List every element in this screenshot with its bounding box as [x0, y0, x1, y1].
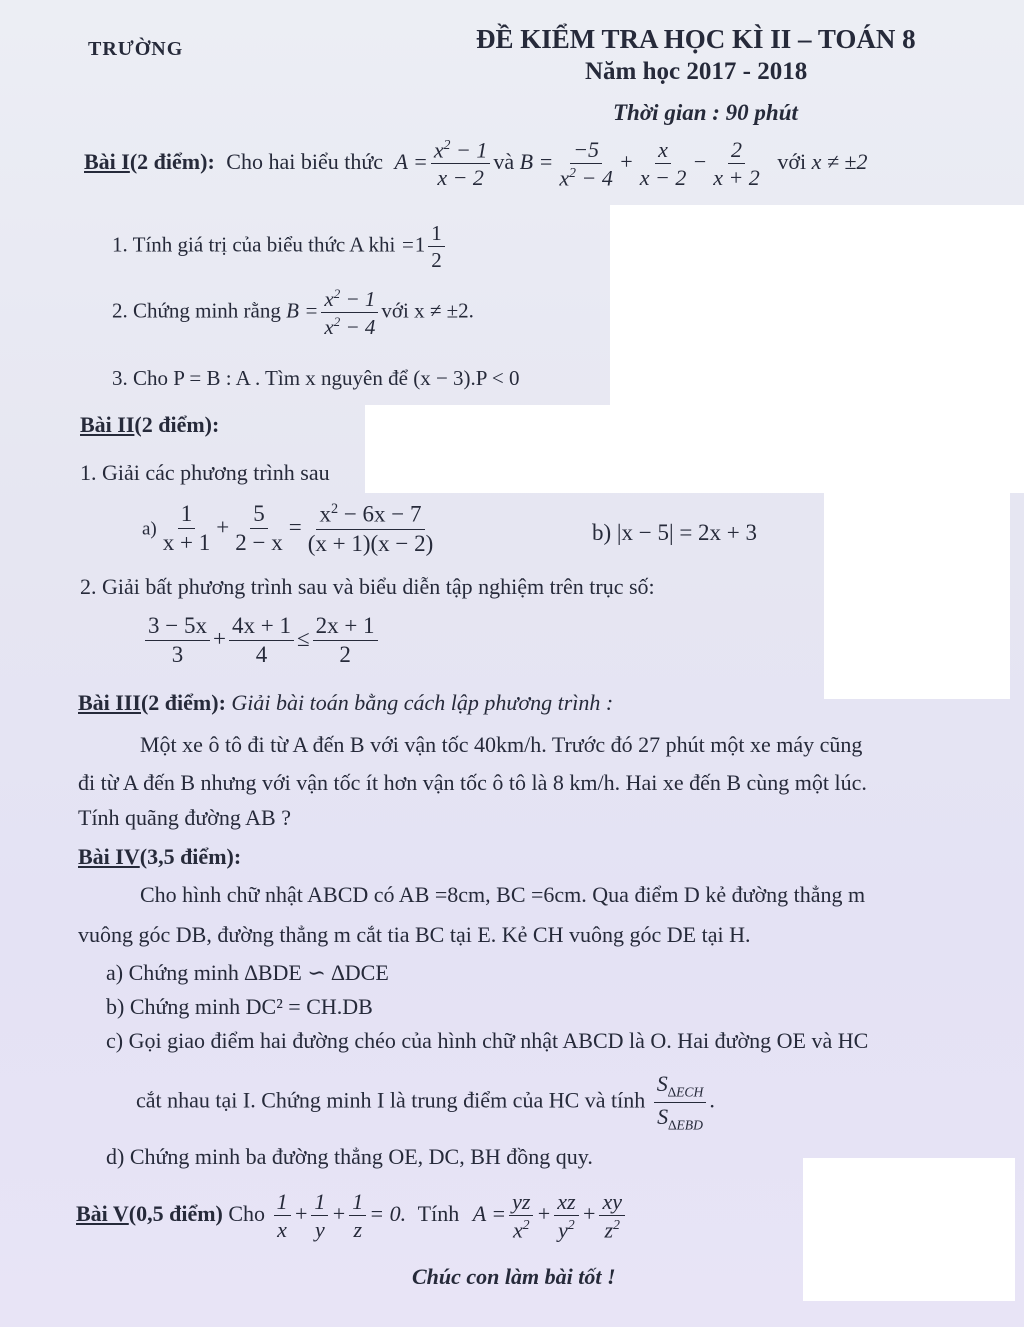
bai2-q2: 2. Giải bất phương trình sau và biểu diễn tập nghiệm trên trục số: [80, 574, 655, 599]
bai4-a: a) Chứng minh ∆BDE ∽ ∆DCE [106, 960, 389, 985]
bai1-header-line [84, 138, 867, 190]
bai5-compute: Tính [417, 1200, 460, 1226]
bai5-heading: Bài V [76, 1200, 129, 1226]
bai3-header-line [78, 690, 613, 716]
bai5-points: (0,5 điểm) [128, 1200, 223, 1226]
bai3-line3: Tính quãng đường AB ? [78, 805, 291, 830]
bai4-c1: c) Gọi giao điểm hai đường chéo của hình chữ nhật ABCD là O. Hai đường OE và HC [106, 1028, 869, 1053]
condition: x ≠ ±2 [811, 148, 868, 174]
bai3-line2: đi từ A đến B nhưng với vận tốc ít hơn vận tốc ô tô là 8 km/h. Hai xe đến B cùng một lúc. [78, 770, 867, 795]
bai1-item1: 1. Tính giá trị của biểu thức A khi =1 $\frac{1}{2}$ [112, 222, 448, 271]
bai4-points: (3,5 điểm): [139, 844, 242, 869]
bai1-item3: 3. Cho P = B : A . Tìm x nguyên để (x − 3).P < 0 [112, 366, 520, 390]
bai2-inequality: $\frac{3 - 5x}{3}$ + $\frac{4x + 1}{4}$ ≤ $\frac{2x + 1}{2}$ [142, 614, 381, 667]
bai3-task: Giải bài toán bằng cách lập phương trình : [231, 690, 614, 715]
bai4-d: d) Chứng minh ba đường thẳng OE, DC, BH đồng quy. [106, 1144, 593, 1169]
white-patch [803, 1158, 1015, 1301]
closing-message: Chúc con làm bài tốt ! [412, 1264, 616, 1289]
and-word: và [493, 148, 515, 174]
bai2-qa: a) $\frac{1}{x + 1}$ + $\frac{5}{2 - x}$ = $\frac{x^2 - 6x - 7}{(x + 1)(x - 2)}$ [142, 501, 434, 556]
bai5-intro: Cho [228, 1200, 266, 1226]
school-year: Năm học 2017 - 2018 [585, 58, 808, 85]
bai4-b: b) Chứng minh DC² = CH.DB [106, 994, 373, 1019]
bai1-item2: 2. Chứng minh rằng B = $\frac{x^2 - 1}{x^2 - 4}$ với x ≠ ±2. [112, 286, 474, 340]
with-word: với [777, 148, 807, 174]
bai4-header-line [78, 844, 241, 870]
bai1-heading: Bài I [84, 148, 130, 174]
bai2-q1: 1. Giải các phương trình sau [80, 460, 330, 485]
white-patch [365, 405, 1024, 493]
formula-b: B = $\frac{-5}{x^2 - 4}$ + $\frac{x}{x - 2}$ − $\frac{2}{x + 2}$ [519, 137, 760, 191]
white-patch [610, 205, 1024, 405]
school-label: TRƯỜNG [88, 38, 184, 60]
bai4-line1: Cho hình chữ nhật ABCD có AB =8cm, BC =6cm. Qua điểm D kẻ đường thẳng m [140, 882, 866, 907]
bai2-heading: Bài II [80, 412, 135, 437]
exam-title: ĐỀ KIỂM TRA HỌC KÌ II – TOÁN 8 [476, 24, 916, 54]
bai1-intro: Cho hai biểu thức [226, 148, 384, 174]
bai4-heading: Bài IV [78, 844, 140, 869]
bai2-header-line [80, 412, 219, 438]
bai3-line1: Một xe ô tô đi từ A đến B với vận tốc 40km/h. Trước đó 27 phút một xe máy cũng [140, 732, 863, 757]
exam-time: Thời gian : 90 phút [613, 100, 798, 125]
white-patch [824, 493, 1010, 699]
bai2-points: (2 điểm): [134, 412, 220, 437]
bai5-line: Bài V(0,5 điểm) Cho $\frac{1}{x}$ + $\frac{1}{y}$ + $\frac{1}{z}$ = 0. Tính A = $\frac{yz}{x^2}$ + $\frac{xz}{y^2}$ + $\frac{xy}{z^2}$ [76, 1190, 628, 1242]
formula-a: A = $\frac{x^2 - 1}{x - 2}$ [395, 149, 494, 174]
bai3-points: (2 điểm): [140, 690, 226, 715]
bai4-c2-line: cắt nhau tại I. Chứng minh I là trung điểm của HC và tính $\frac{S_{\Delta ECH}}{S_{\Delta EBD}}$ . [136, 1071, 715, 1133]
bai2-qb: b) |x − 5| = 2x + 3 [592, 520, 758, 545]
bai4-line2: vuông góc DB, đường thẳng m cắt tia BC tại E. Kẻ CH vuông góc DE tại H. [78, 922, 751, 947]
bai1-points: (2 điểm): [129, 148, 215, 174]
bai3-heading: Bài III [78, 690, 141, 715]
